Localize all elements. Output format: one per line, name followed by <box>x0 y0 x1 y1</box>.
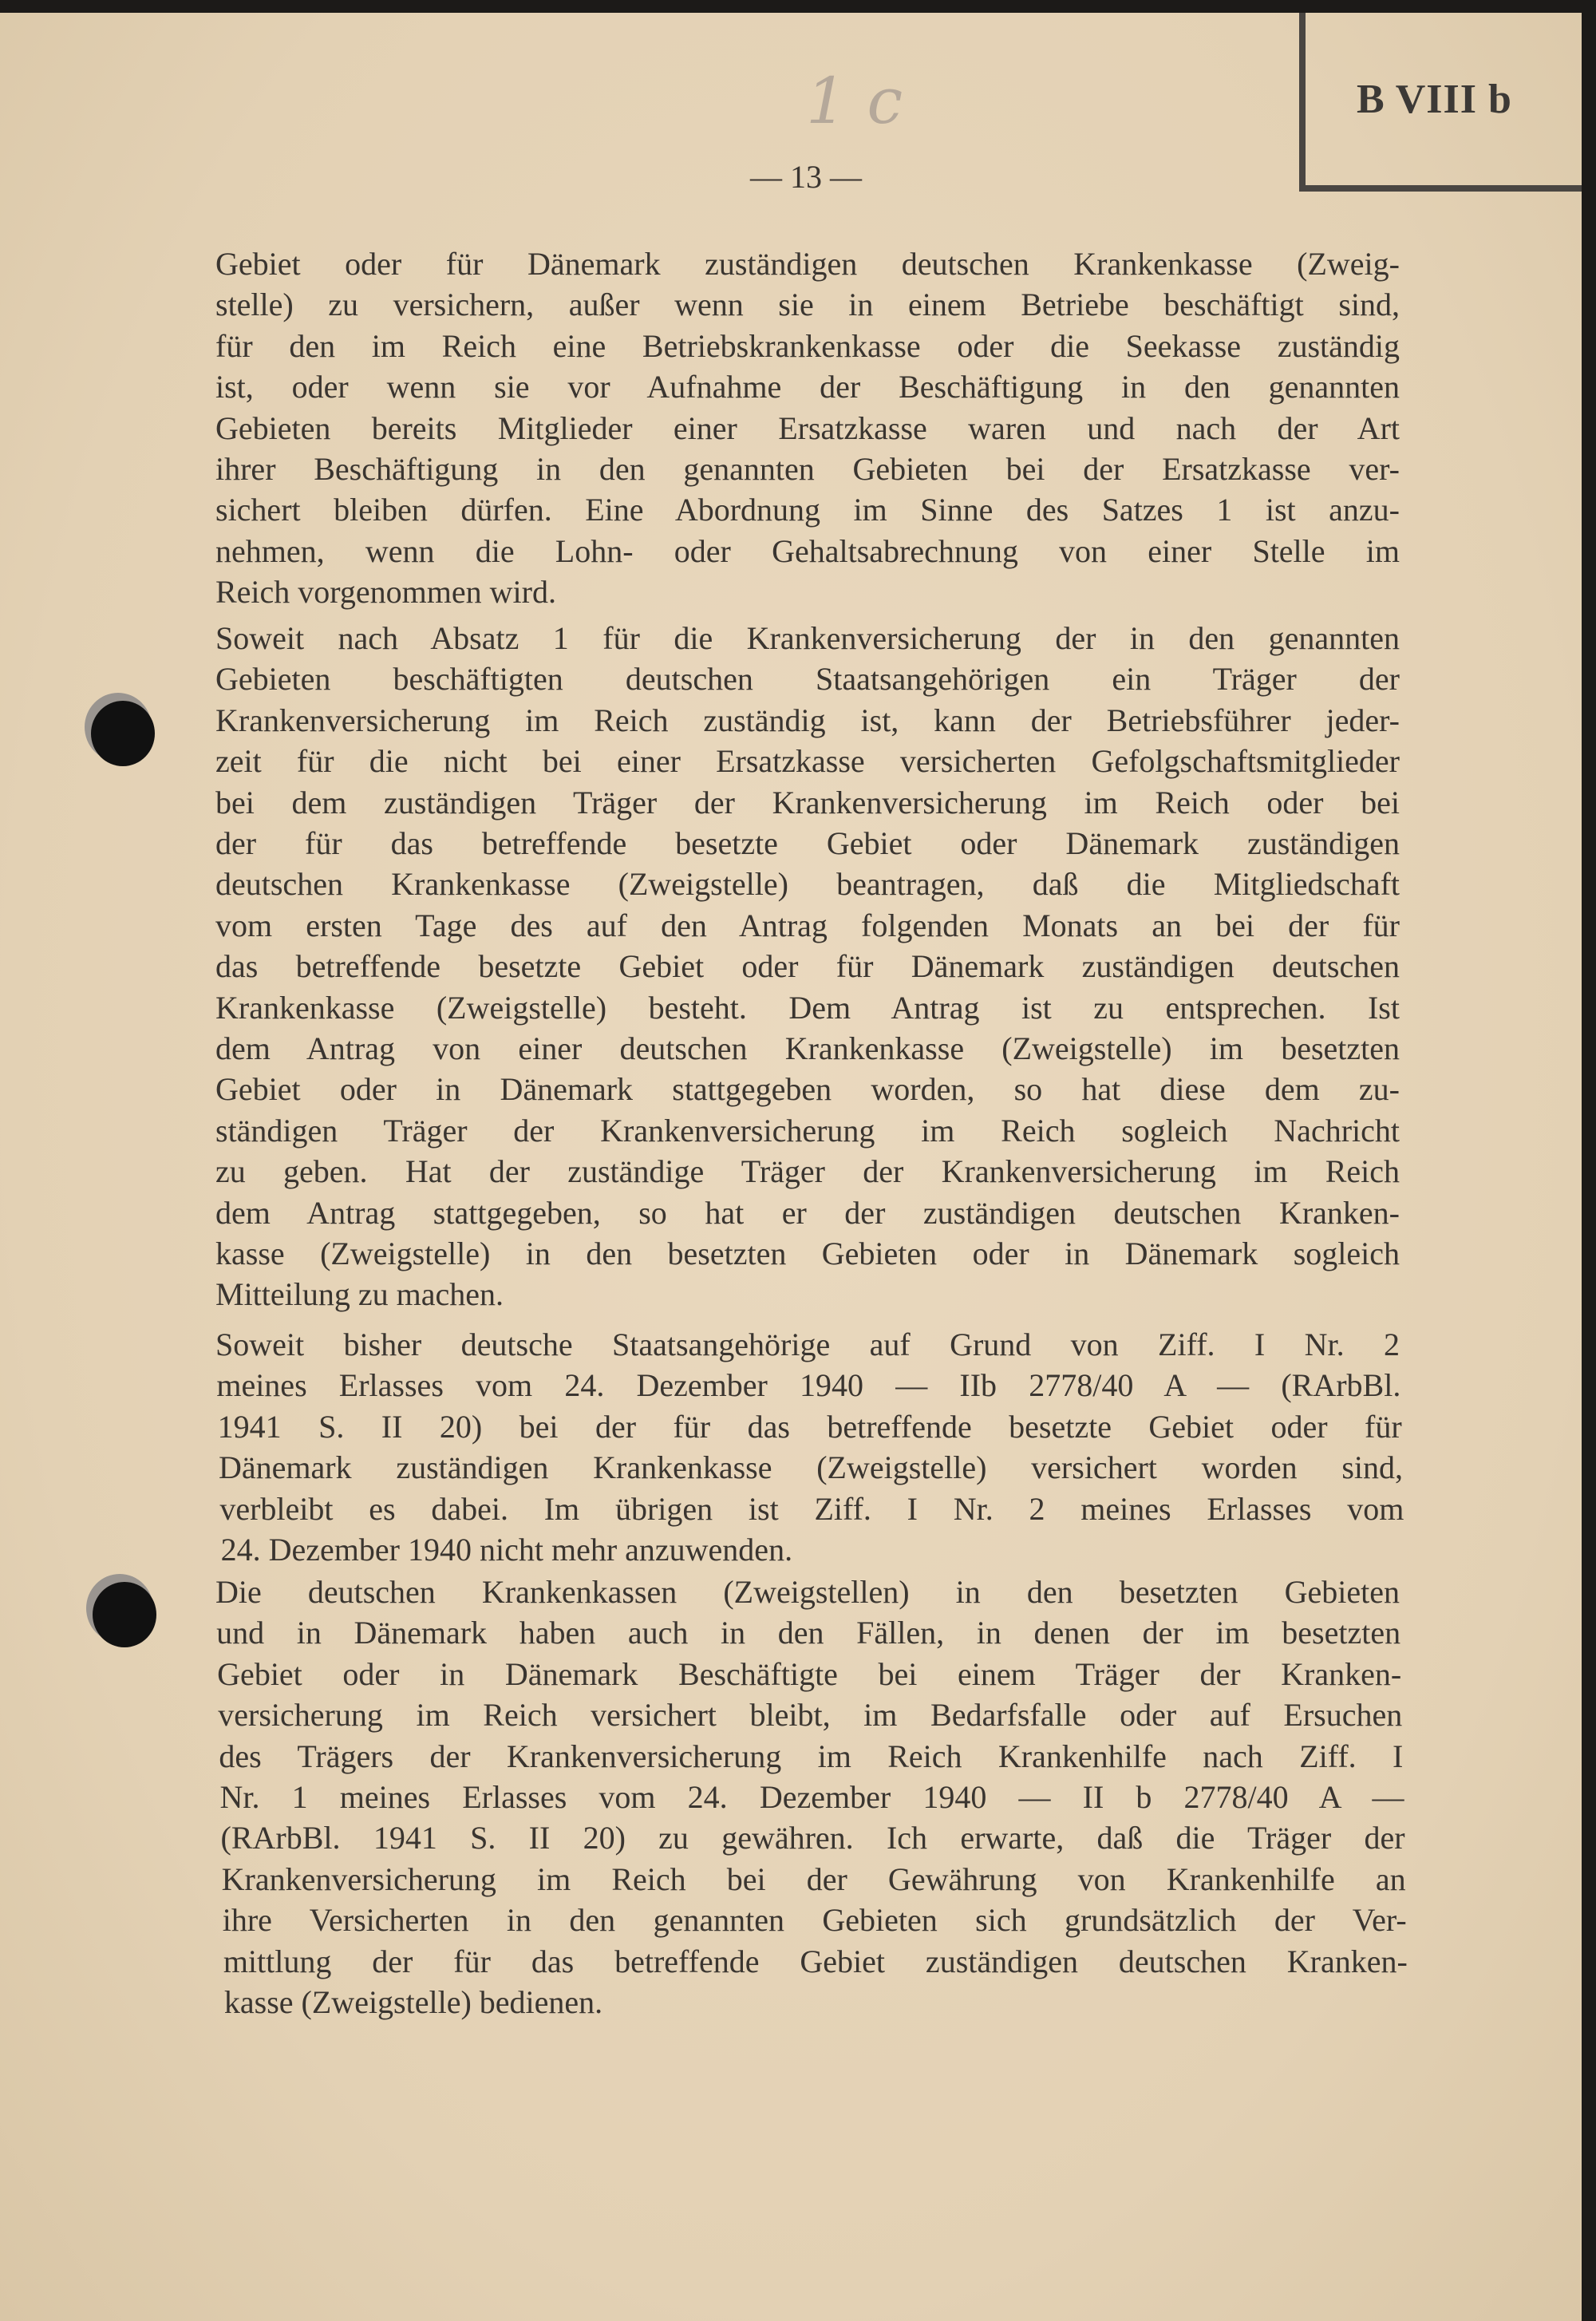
section-box-border-bottom <box>1299 185 1582 192</box>
text-line: 24. Dezember 1940 nicht mehr anzuwenden. <box>220 1532 793 1568</box>
text-line: dem Antrag stattgegeben, so hat er der zuständigen deutschen Kranken- <box>215 1194 1400 1231</box>
text-line: der für das betreffende besetzte Gebiet oder Dänemark zuständigen <box>215 825 1400 861</box>
text-line: zu geben. Hat der zuständige Träger der Krankenversicherung im Reich <box>215 1153 1400 1190</box>
text-line: Gebieten beschäftigten deutschen Staatsangehörigen ein Träger der <box>215 661 1400 698</box>
text-line: des Trägers der Krankenversicherung im Reich Krankenhilfe nach Ziff. I <box>219 1738 1404 1774</box>
text-line: für den im Reich eine Betriebskrankenkasse oder die Seekasse zuständig <box>215 327 1400 364</box>
text-line: Die deutschen Krankenkassen (Zweigstellen) in den besetzten Gebieten <box>215 1574 1400 1610</box>
text-line: kasse (Zweigstelle) bedienen. <box>223 1984 603 2020</box>
scan-edge-top <box>0 0 1596 13</box>
text-line: zeit für die nicht bei einer Ersatzkasse versicherten Gefolgschaftsmitglieder <box>215 743 1400 780</box>
text-line: mittlung der für das betreffende Gebiet zuständigen deutschen Kranken- <box>223 1943 1408 1979</box>
text-line: (RArbBl. 1941 S. II 20) zu gewähren. Ich erwarte, daß die Träger der <box>220 1820 1405 1856</box>
pencil-note: 1 c <box>806 64 903 138</box>
punch-hole-icon <box>91 701 155 766</box>
scan-edge-right <box>1582 0 1596 2321</box>
text-line: 1941 S. II 20) bei der für das betreffende besetzte Gebiet oder für <box>217 1408 1402 1445</box>
text-line: vom ersten Tage des auf den Antrag folgenden Monats an bei der für <box>215 907 1400 943</box>
text-line: ist, oder wenn sie vor Aufnahme der Beschäftigung in den genannten <box>215 369 1400 405</box>
text-line: Mitteilung zu machen. <box>215 1276 504 1313</box>
text-line: Gebiet oder in Dänemark Beschäftigte bei einem Träger der Kranken- <box>217 1655 1402 1692</box>
text-line: ihrer Beschäftigung in den genannten Gebieten bei der Ersatzkasse ver- <box>215 451 1400 487</box>
text-line: Nr. 1 meines Erlasses vom 24. Dezember 1940 — II b 2778/40 A — <box>219 1779 1404 1815</box>
text-line: nehmen, wenn die Lohn- oder Gehaltsabrechnung von einer Stelle im <box>215 532 1400 569</box>
text-line: kasse (Zweigstelle) in den besetzten Gebieten oder in Dänemark sogleich <box>215 1236 1400 1271</box>
text-line: Krankenversicherung im Reich bei der Gewährung von Krankenhilfe an <box>221 1860 1406 1897</box>
text-line: Gebiet oder in Dänemark stattgegeben worden, so hat diese dem zu- <box>215 1071 1400 1108</box>
text-line: Gebiet oder für Dänemark zuständigen deutschen Krankenkasse (Zweig- <box>215 246 1400 282</box>
section-box-border-left <box>1299 13 1306 190</box>
text-line: Krankenkasse (Zweigstelle) besteht. Dem Antrag ist zu entsprechen. Ist <box>215 989 1400 1026</box>
text-line: deutschen Krankenkasse (Zweigstelle) beantragen, daß die Mitgliedschaft <box>215 866 1400 903</box>
text-line: Soweit bisher deutsche Staatsangehörige auf Grund von Ziff. I Nr. 2 <box>215 1327 1400 1362</box>
text-line: Dänemark zuständigen Krankenkasse (Zweigstelle) versichert worden sind, <box>219 1449 1403 1486</box>
text-line: das betreffende besetzte Gebiet oder für Dänemark zuständigen deutschen <box>215 948 1400 985</box>
page-number: — 13 — <box>750 159 862 195</box>
text-line: ständigen Träger der Krankenversicherung im Reich sogleich Nachricht <box>215 1112 1400 1149</box>
text-line: sichert bleiben dürfen. Eine Abordnung im Sinne des Satzes 1 ist anzu- <box>215 492 1400 528</box>
text-line: Krankenversicherung im Reich zuständig ist, kann der Betriebsführer jeder- <box>215 702 1400 738</box>
text-line: und in Dänemark haben auch in den Fällen, in denen der im besetzten <box>216 1615 1401 1651</box>
text-line: verbleibt es dabei. Im übrigen ist Ziff. I Nr. 2 meines Erlasses vom <box>219 1490 1404 1527</box>
text-line: dem Antrag von einer deutschen Krankenkasse (Zweigstelle) im besetzten <box>215 1030 1400 1066</box>
text-line: Reich vorgenommen wird. <box>215 574 556 611</box>
text-line: versicherung im Reich versichert bleibt, im Bedarfsfalle oder auf Ersuchen <box>218 1697 1403 1734</box>
punch-hole-icon <box>93 1582 156 1647</box>
text-line: Soweit nach Absatz 1 für die Krankenversicherung der in den genannten <box>215 620 1400 656</box>
text-line: Gebieten bereits Mitglieder einer Ersatzkasse waren und nach der Art <box>215 409 1400 446</box>
text-line: ihre Versicherten in den genannten Gebieten sich grundsätzlich der Ver- <box>222 1902 1407 1939</box>
text-line: meines Erlasses vom 24. Dezember 1940 — IIb 2778/40 A — (RArbBl. <box>216 1367 1401 1404</box>
section-label: B VIII b <box>1357 77 1512 122</box>
text-line: stelle) zu versichern, außer wenn sie in einem Betriebe beschäftigt sind, <box>215 287 1400 323</box>
text-line: bei dem zuständigen Träger der Krankenversicherung im Reich oder bei <box>215 784 1400 820</box>
